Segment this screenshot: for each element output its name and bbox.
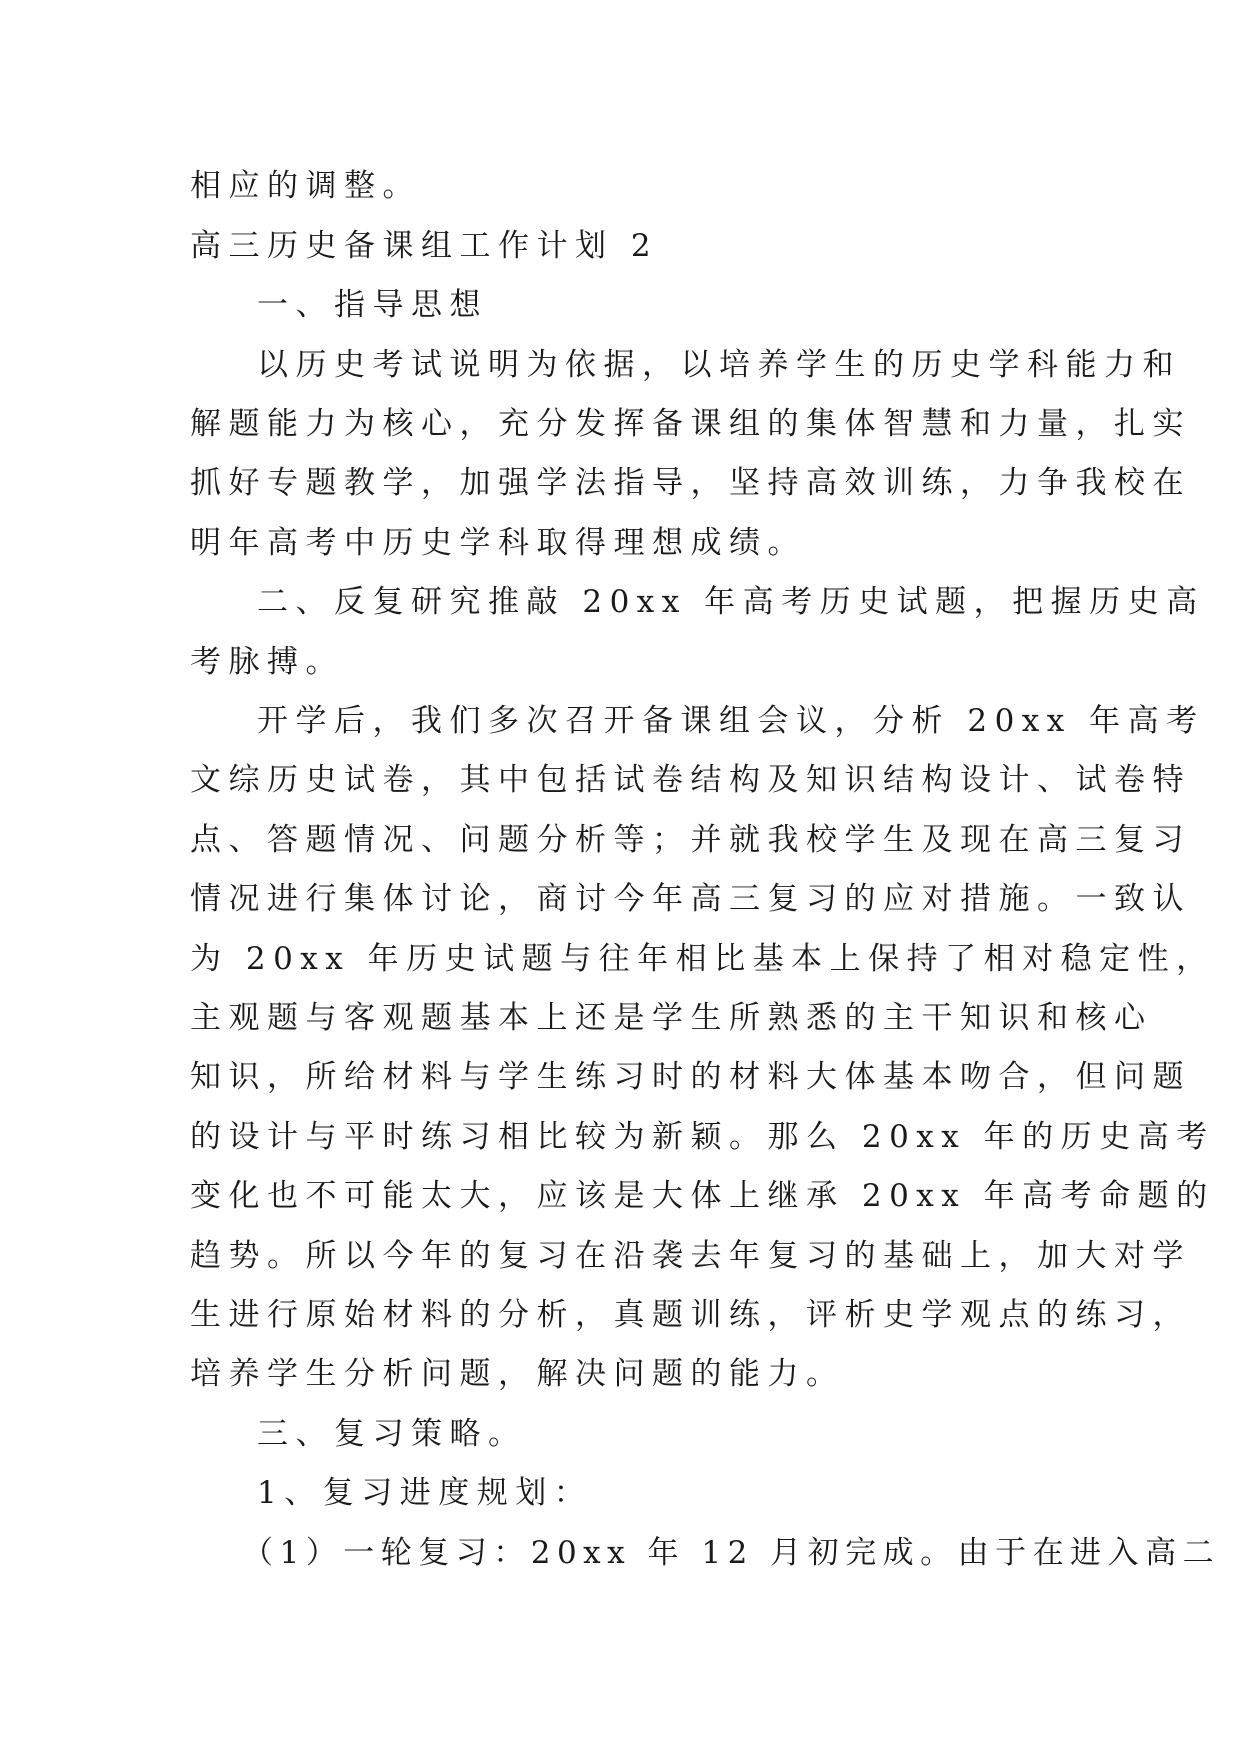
paragraph-line: 的设计与平时练习相比较为新颖。那么 20xx 年的历史高考 <box>190 1119 1215 1155</box>
paragraph-line: 点、答题情况、问题分析等；并就我校学生及现在高三复习 <box>190 822 1191 858</box>
paragraph-line: 考脉搏。 <box>190 644 344 680</box>
paragraph-line: 明年高考中历史学科取得理想成绩。 <box>190 525 806 561</box>
paragraph-line: 以历史考试说明为依据，以培养学生的历史学科能力和 <box>257 347 1181 383</box>
paragraph-line: 趋势。所以今年的复习在沿袭去年复习的基础上，加大对学 <box>190 1238 1191 1274</box>
heading-review-strategy: 三、复习策略。 <box>257 1416 527 1452</box>
paragraph-line: 生进行原始材料的分析，真题训练，评析史学观点的练习， <box>190 1297 1191 1333</box>
paragraph-line: 开学后，我们多次召开备课组会议，分析 20xx 年高考 <box>257 703 1205 739</box>
paragraph-line: 培养学生分析问题，解决问题的能力。 <box>190 1356 845 1392</box>
paragraph-line: （1）一轮复习：20xx 年 12 月初完成。由于在进入高二 <box>242 1535 1221 1571</box>
heading-guiding-ideology: 一、指导思想 <box>257 287 488 323</box>
heading-research-exam: 二、反复研究推敲 20xx 年高考历史试题，把握历史高 <box>257 584 1205 620</box>
paragraph-line: 抓好专题教学，加强学法指导，坚持高效训练，力争我校在 <box>190 465 1191 501</box>
paragraph-line: 解题能力为核心，充分发挥备课组的集体智慧和力量，扎实 <box>190 406 1191 442</box>
paragraph-line: 变化也不可能太大，应该是大体上继承 20xx 年高考命题的 <box>190 1178 1215 1214</box>
paragraph-line: 主观题与客观题基本上还是学生所熟悉的主干知识和核心 <box>190 1000 1153 1036</box>
paragraph-line: 为 20xx 年历史试题与往年相比基本上保持了相对稳定性， <box>190 941 1215 977</box>
section-title: 高三历史备课组工作计划 2 <box>190 228 659 264</box>
paragraph-line: 知识，所给材料与学生练习时的材料大体基本吻合，但问题 <box>190 1059 1191 1095</box>
paragraph-line: 相应的调整。 <box>190 168 421 204</box>
paragraph-line: 文综历史试卷，其中包括试卷结构及知识结构设计、试卷特 <box>190 762 1191 798</box>
paragraph-line: 情况进行集体讨论，商讨今年高三复习的应对措施。一致认 <box>190 881 1191 917</box>
subheading-schedule: 1、复习进度规划： <box>257 1475 593 1511</box>
